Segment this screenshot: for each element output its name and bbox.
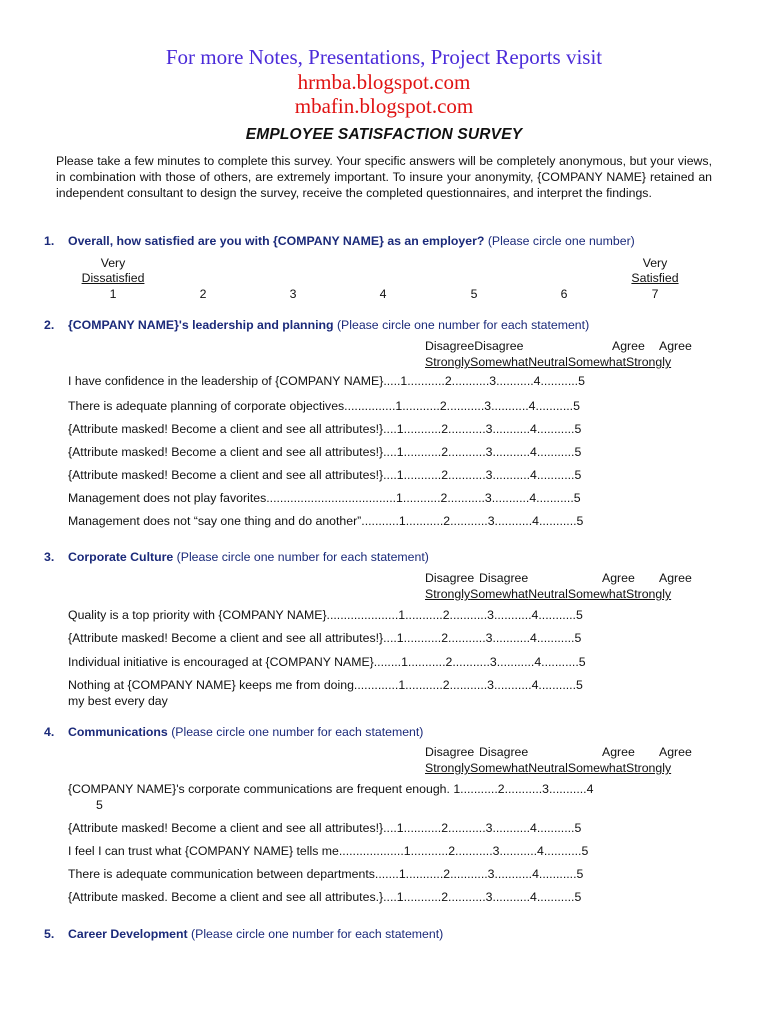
header-strongly: Strongly (425, 587, 471, 601)
statement-row[interactable]: {Attribute masked! Become a client and see all attributes!}....1...........2...........3...........4...........5 (68, 821, 582, 835)
scale-header-agree-somewhat: Agree (612, 339, 645, 353)
scale-header-bottom (425, 587, 671, 601)
section-title: Corporate Culture (68, 550, 174, 564)
section-3-heading (44, 550, 429, 564)
header-somewhat: Somewhat (470, 355, 529, 369)
header-neutral: Neutral (528, 761, 568, 775)
scale-option-7[interactable]: 7 (651, 287, 659, 301)
scale-header-agree-strongly: Agree (659, 339, 692, 353)
header-somewhat: Somewhat (470, 587, 529, 601)
scale-header-top: DisagreeDisagree (425, 339, 524, 353)
scale-header-disagree-strongly: Disagree (425, 745, 475, 759)
statement-row[interactable]: Nothing at {COMPANY NAME} keeps me from doing.............1...........2...........3...........4...........5 (68, 678, 583, 692)
statement-continuation: my best every day (68, 694, 168, 708)
section-title: {COMPANY NAME}'s leadership and planning (68, 318, 334, 332)
statement-row[interactable]: Management does not play favorites......................................1...........2...........3...........4...........5 (68, 491, 581, 505)
section-number: 4. (44, 725, 55, 739)
header-strongly: Strongly (626, 761, 672, 775)
scale-option-5[interactable]: 5 (470, 287, 478, 301)
scale-header-disagree-strongly: Disagree (425, 571, 475, 585)
intro-paragraph: Please take a few minutes to complete this survey. Your specific answers will be completely anonymous, but your views, in combination with those of others, are extremely important. To insure your anonymity, {COMPANY NAME} retained an independent consultant to design the survey, receive the completed questionnaires, and interpret the findings. (56, 154, 712, 201)
statement-row[interactable]: There is adequate planning of corporate objectives...............1...........2...........3...........4...........5 (68, 399, 580, 413)
scale-option-4[interactable]: 4 (379, 287, 387, 301)
scale-option-1[interactable]: 1 (109, 287, 117, 301)
header-somewhat: Somewhat (567, 587, 626, 601)
scale-option-6[interactable]: 6 (560, 287, 568, 301)
page-title: EMPLOYEE SATISFACTION SURVEY (245, 126, 523, 143)
statement-row[interactable]: Individual initiative is encouraged at {COMPANY NAME}........1...........2...........3...........4...........5 (68, 655, 586, 669)
statement-continuation[interactable]: 5 (96, 798, 103, 812)
section-4-heading (44, 725, 423, 739)
promo-line: For more Notes, Presentations, Project Reports visit (165, 45, 603, 69)
statement-row[interactable]: {Attribute masked! Become a client and see all attributes!}....1...........2...........3...........4...........5 (68, 445, 582, 459)
scale-header-agree-strongly: Agree (659, 745, 692, 759)
promo-link-hrmba[interactable]: hrmba.blogspot.com (297, 70, 471, 94)
scale-right-top: Very (642, 256, 668, 270)
scale-header-agree-somewhat: Agree (602, 745, 635, 759)
statement-row[interactable]: {Attribute masked. Become a client and see all attributes.}....1...........2...........3...........4...........5 (68, 890, 582, 904)
question-text: Overall, how satisfied are you with {COMPANY NAME} as an employer? (68, 234, 485, 248)
scale-right-bottom: Satisfied (631, 271, 679, 285)
promo-link-mbafin[interactable]: mbafin.blogspot.com (294, 94, 474, 118)
scale-header-disagree-somewhat: Disagree (479, 745, 529, 759)
statement-row[interactable]: {COMPANY NAME}'s corporate communications are frequent enough. 1...........2...........3...........4 (68, 782, 594, 796)
header-somewhat: Somewhat (470, 761, 529, 775)
scale-header-bottom (425, 761, 671, 775)
section-title: Communications (68, 725, 168, 739)
statement-row[interactable]: I feel I can trust what {COMPANY NAME} tells me...................1...........2...........3...........4...........5 (68, 844, 589, 858)
question-1 (44, 234, 635, 248)
header-strongly: Strongly (626, 355, 672, 369)
scale-left-bottom: Dissatisfied (81, 271, 145, 285)
statement-row[interactable]: Management does not “say one thing and do another”...........1...........2...........3...........4...........5 (68, 514, 584, 528)
statement-row[interactable]: There is adequate communication between departments.......1...........2...........3...........4...........5 (68, 867, 584, 881)
header-strongly: Strongly (425, 355, 471, 369)
scale-header-agree-strongly: Agree (659, 571, 692, 585)
section-hint: (Please circle one number for each statement) (171, 725, 424, 739)
scale-left-top: Very (100, 256, 126, 270)
statement-row[interactable]: {Attribute masked! Become a client and see all attributes!}....1...........2...........3...........4...........5 (68, 422, 582, 436)
header-somewhat: Somewhat (567, 355, 626, 369)
statement-row[interactable]: Quality is a top priority with {COMPANY NAME}.....................1...........2...........3...........4...........5 (68, 608, 583, 622)
scale-header-disagree-somewhat: Disagree (479, 571, 529, 585)
question-hint: (Please circle one number) (487, 234, 635, 248)
header-neutral: Neutral (528, 355, 568, 369)
section-number: 2. (44, 318, 55, 332)
scale-header-bottom (425, 355, 671, 369)
statement-row[interactable]: {Attribute masked! Become a client and see all attributes!}....1...........2...........3...........4...........5 (68, 631, 582, 645)
section-5-heading (44, 927, 443, 941)
statement-row[interactable]: {Attribute masked! Become a client and see all attributes!}....1...........2...........3...........4...........5 (68, 468, 582, 482)
header-neutral: Neutral (528, 587, 568, 601)
header-strongly: Strongly (626, 587, 672, 601)
section-title: Career Development (68, 927, 188, 941)
header-somewhat: Somewhat (567, 761, 626, 775)
section-number: 3. (44, 550, 55, 564)
section-hint: (Please circle one number for each statement) (191, 927, 444, 941)
section-number: 5. (44, 927, 55, 941)
header-strongly: Strongly (425, 761, 471, 775)
scale-header-agree-somewhat: Agree (602, 571, 635, 585)
statement-row[interactable]: I have confidence in the leadership of {COMPANY NAME}.....1...........2...........3...........4...........5 (68, 374, 585, 388)
scale-option-2[interactable]: 2 (199, 287, 207, 301)
section-hint: (Please circle one number for each statement) (176, 550, 429, 564)
section-hint: (Please circle one number for each statement) (336, 318, 590, 332)
scale-option-3[interactable]: 3 (289, 287, 297, 301)
question-number: 1. (44, 234, 55, 248)
section-2-heading (44, 318, 589, 332)
